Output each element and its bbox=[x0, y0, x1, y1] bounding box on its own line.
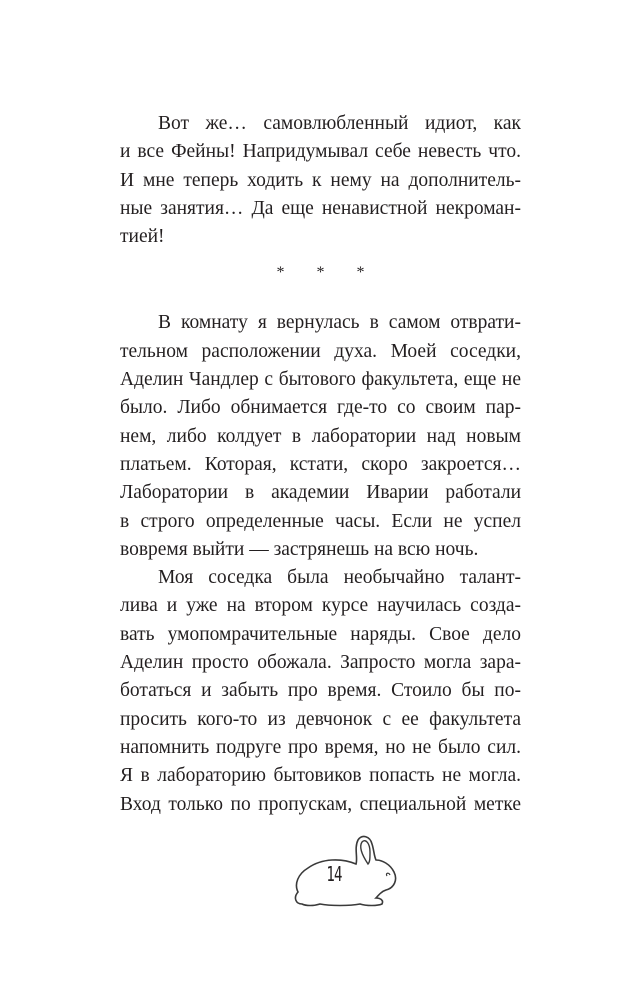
text-line: было. Либо обнимается где-то со своим пар- bbox=[120, 397, 521, 419]
text-line: Аделин Чандлер с бытового факультета, еще не bbox=[120, 369, 521, 391]
text-line: в строго определенные часы. Если не успел bbox=[120, 510, 521, 532]
text-line: Лаборатории в академии Иварии работали bbox=[120, 482, 521, 504]
text-line: вать умопомрачительные наряды. Свое дело bbox=[120, 623, 521, 645]
text-line: Вот же… самовлюбленный идиот, как bbox=[158, 113, 521, 134]
text-line: Я в лабораторию бытовиков попасть не могла. bbox=[120, 765, 521, 787]
text-line: вовремя выйти — застрянешь на всю ночь. bbox=[120, 538, 479, 560]
text-line: просить кого-то из девчонок с ее факультета bbox=[120, 708, 521, 730]
text-line: напомнить подруге про время, но не было сил. bbox=[120, 736, 521, 758]
page-body bbox=[120, 110, 521, 819]
text-line: тельном расположении духа. Моей соседки, bbox=[120, 340, 521, 362]
text-line: В комнату я вернулась в самом отврати- bbox=[158, 312, 521, 334]
text-line: и все Фейны! Напридумывал себе невесть что. bbox=[120, 141, 521, 163]
text-line: платьем. Которая, кстати, скоро закроется… bbox=[120, 453, 521, 475]
text-line: лива и уже на втором курсе научилась созда- bbox=[120, 595, 521, 617]
text-line: Вход только по пропускам, специальной метке bbox=[120, 793, 521, 815]
section-separator: * * * bbox=[276, 264, 379, 282]
text-line: ные занятия… Да еще ненавистной некроман- bbox=[120, 197, 521, 219]
text-line: Моя соседка была необычайно талант- bbox=[158, 567, 521, 589]
text-line: ботаться и забыть про время. Стоило бы по- bbox=[120, 680, 521, 702]
page-number: 14 bbox=[326, 862, 342, 886]
paragraph bbox=[120, 564, 521, 819]
text-line: И мне теперь ходить к нему на дополнитель- bbox=[120, 169, 521, 191]
paragraph bbox=[120, 110, 521, 251]
text-line: нем, либо колдует в лаборатории над новым bbox=[120, 425, 521, 447]
rabbit-icon bbox=[290, 834, 405, 914]
paragraph bbox=[120, 309, 521, 564]
text-line: Аделин просто обожала. Запросто могла зара- bbox=[120, 652, 521, 674]
text-line: тией! bbox=[120, 226, 165, 248]
